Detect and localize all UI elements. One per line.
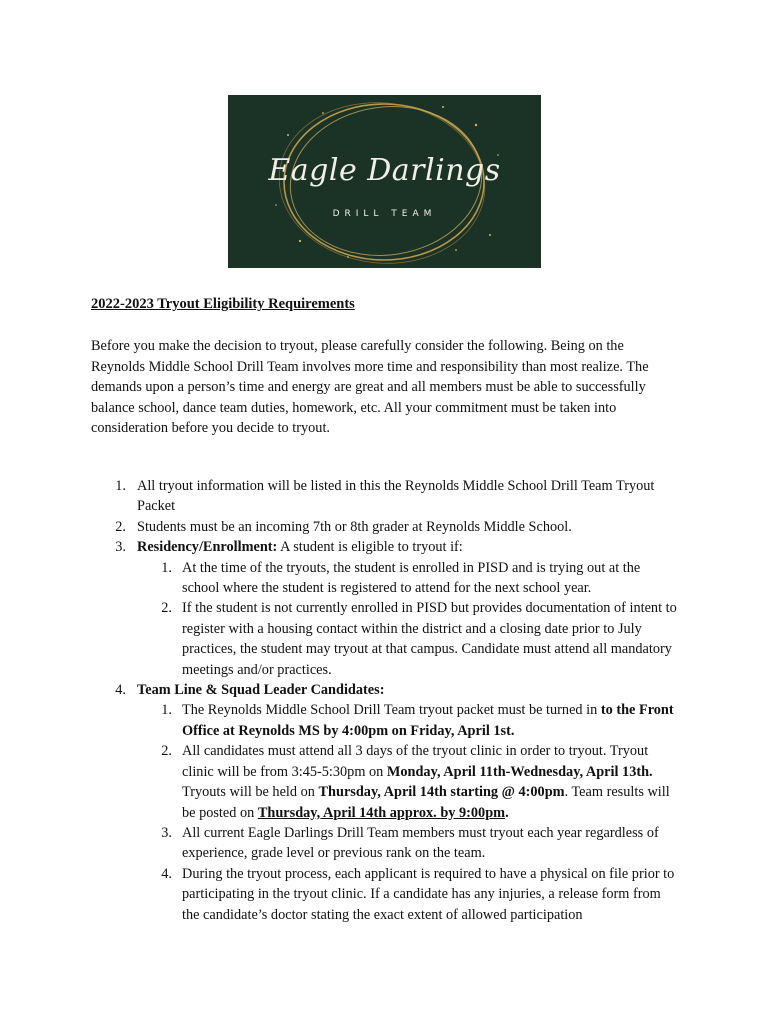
page-heading: 2022-2023 Tryout Eligibility Requirements	[91, 296, 355, 312]
item-number: 2.	[115, 518, 126, 535]
item-number: 3.	[115, 539, 126, 556]
item-text: Tryouts will be held on	[182, 784, 319, 801]
list-item	[0, 517, 657, 537]
item-bold-label: Residency/Enrollment:	[137, 539, 278, 556]
item-number: 2.	[161, 600, 172, 617]
sub-list-item	[0, 864, 678, 925]
sub-list-item	[0, 823, 678, 864]
item-text: If the student is not currently enrolled in PISD but provides documentation of intent to register with a housing contact within the district and a closing date prior to July practices, the student may tryout at that campus. Candidate must attend all mandatory meetings and/or practices.	[182, 600, 677, 678]
sub-list-item	[0, 700, 678, 741]
sub-list-item	[0, 558, 678, 599]
item-text: .	[505, 804, 509, 821]
item-number: 4.	[115, 682, 126, 699]
item-text: Students must be an incoming 7th or 8th grader at Reynolds Middle School.	[137, 518, 572, 535]
item-text: A student is eligible to tryout if:	[277, 539, 463, 556]
logo-subtitle: DRILL TEAM	[332, 209, 437, 219]
eagle-darlings-logo	[228, 95, 541, 268]
list-item	[0, 680, 657, 700]
item-number: 4.	[161, 865, 172, 882]
item-number: 3.	[161, 824, 172, 841]
item-bold-text: to the Front Office at Reynolds MS by 4:00pm on Friday, April 1st.	[182, 702, 674, 739]
tryout-date: Thursday, April 14th starting @ 4:00pm	[318, 784, 565, 801]
sub-list-item	[0, 598, 678, 680]
logo-title: Eagle Darlings	[268, 153, 501, 188]
results-date: Thursday, April 14th approx. by 9:00pm	[257, 804, 506, 821]
item-text: . Team results will be posted on	[182, 784, 670, 821]
item-number: 1.	[161, 702, 172, 719]
item-number: 2.	[161, 743, 172, 760]
intro-paragraph: Before you make the decision to tryout, please carefully consider the following. Being on the Reynolds Middle School Drill Team involves more time and responsibility than most realize. The demands upon a person’s time and energy are great and all members must be able to successfully balance school, dance team duties, homework, etc. All your commitment must be taken into consideration before you decide to tryout.	[91, 338, 649, 436]
item-number: 1.	[115, 478, 126, 494]
requirements-list	[0, 476, 770, 925]
item-number: 1.	[161, 559, 172, 576]
item-bold-label: Team Line & Squad Leader Candidates:	[137, 682, 385, 699]
item-text: The Reynolds Middle School Drill Team tryout packet must be turned in	[182, 702, 601, 719]
list-item	[0, 476, 657, 517]
item-text: All current Eagle Darlings Drill Team members must tryout each year regardless of experience, grade level or previous rank on the team.	[182, 824, 659, 862]
list-item	[0, 537, 657, 557]
item-text: At the time of the tryouts, the student is enrolled in PISD and is trying out at the school where the student is registered to attend for the next school year.	[182, 559, 641, 597]
clinic-dates: Monday, April 11th-Wednesday, April 13th.	[386, 763, 653, 780]
item-text: All candidates must attend all 3 days of the tryout clinic in order to tryout. Tryout clinic will be from 3:45-5:30pm on	[182, 743, 649, 780]
sub-list-item	[0, 741, 678, 823]
item-text: All tryout information will be listed in this the Reynolds Middle School Drill Team Tryout Packet	[137, 478, 655, 515]
item-text: During the tryout process, each applicant is required to have a physical on file prior to participating in the tryout clinic. If a candidate has any injuries, a release form from the candidate’s doctor stating the exact extent of allowed participation	[182, 865, 675, 923]
